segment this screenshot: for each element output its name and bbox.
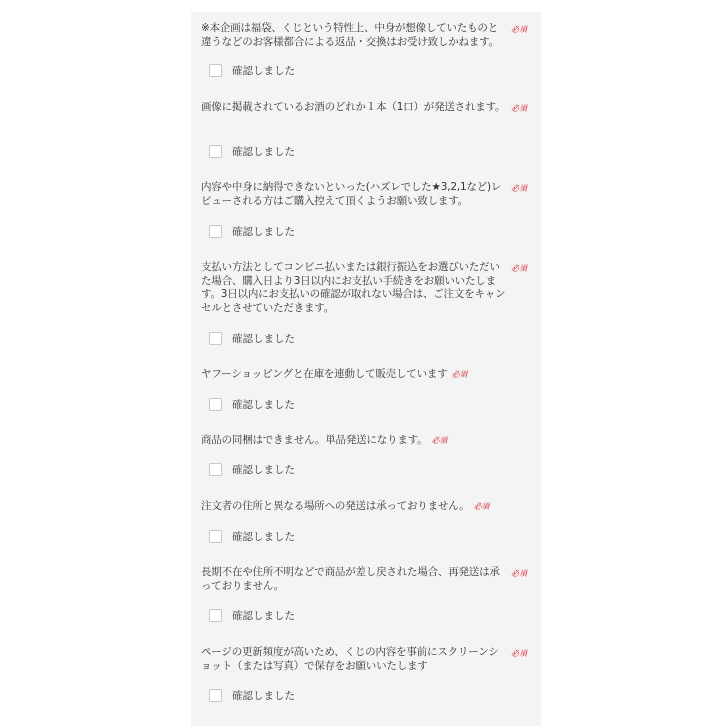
confirmation-panel [191,12,541,726]
confirm-checkbox-row[interactable] [209,396,295,412]
required-badge: 必須 [451,370,468,379]
confirm-checkbox[interactable] [209,145,222,158]
required-badge: 必須 [511,264,527,273]
confirm-checkbox-row[interactable] [209,528,295,544]
confirm-checkbox[interactable] [209,398,222,411]
required-badge: 必須 [431,436,447,445]
question-text: 内容や中身に納得できないといった(ハズレでした★3,2,1など)レビューされる方はご購入控えて頂くようお願い致します。 [201,181,502,207]
confirm-checkbox[interactable] [209,689,222,702]
confirm-checkbox[interactable] [209,332,222,345]
required-badge: 必須 [511,25,527,34]
confirm-checkbox[interactable] [209,463,222,476]
confirm-checkbox-label[interactable]: 確認しました [232,225,295,238]
confirm-checkbox[interactable] [209,64,222,77]
confirm-checkbox-row[interactable] [209,143,295,159]
required-badge: 必須 [473,502,490,511]
confirm-checkbox[interactable] [209,609,222,622]
question-text: 商品の同梱はできません。単品発送になります。 [201,434,428,446]
confirm-checkbox-row[interactable] [209,223,295,239]
confirm-checkbox-row[interactable] [209,687,295,703]
question-line [201,368,521,382]
required-badge: 必須 [511,184,527,193]
confirm-checkbox-row[interactable] [209,62,295,78]
confirm-checkbox-label[interactable]: 確認しました [232,64,295,77]
confirm-checkbox-label[interactable]: 確認しました [232,609,295,622]
question-line [201,500,521,514]
confirm-checkbox-label[interactable]: 確認しました [232,463,295,476]
question-text: ※本企画は福袋、くじという特性上、中身が想像していたものと違うなどのお客様都合による返品・交換はお受け致しかねます。 [201,22,499,48]
confirm-checkbox-row[interactable] [209,330,295,346]
confirm-checkbox-label[interactable]: 確認しました [232,689,295,702]
confirm-checkbox-label[interactable]: 確認しました [232,145,295,158]
confirm-checkbox-label[interactable]: 確認しました [232,398,295,411]
question-text: ページの更新頻度が高いため、くじの内容を事前にスクリーンショット（または写真）で保存をお願いいたします [201,646,499,672]
question-text: 長期不在や住所不明などで商品が差し戻された場合、再発送は承っておりません。 [201,566,500,592]
question-text: 画像に掲載されているお酒のどれか１本（1口）が発送されます。 [201,101,506,113]
question-text: ヤフーショッピングと在庫を連動して販売しています [201,368,448,380]
confirm-checkbox[interactable] [209,530,222,543]
confirm-checkbox-label[interactable]: 確認しました [232,530,295,543]
question-line [201,434,521,448]
confirm-checkbox-label[interactable]: 確認しました [232,332,295,345]
required-badge: 必須 [511,104,527,113]
confirm-checkbox-row[interactable] [209,607,295,623]
required-badge: 必須 [511,569,527,578]
question-text: 支払い方法としてコンビニ払いまたは銀行振込をお選びいただいた場合、購入日より3日以内にお支払い手続きをお願いいたします。3日以内にお支払いの確認が取れない場合は、ご注文をキャンセルとさせていただきます。 [201,261,506,314]
confirm-checkbox[interactable] [209,225,222,238]
question-text: 注文者の住所と異なる場所への発送は承っておりません。 [201,500,470,512]
confirm-checkbox-row[interactable] [209,461,295,477]
required-badge: 必須 [511,649,527,658]
